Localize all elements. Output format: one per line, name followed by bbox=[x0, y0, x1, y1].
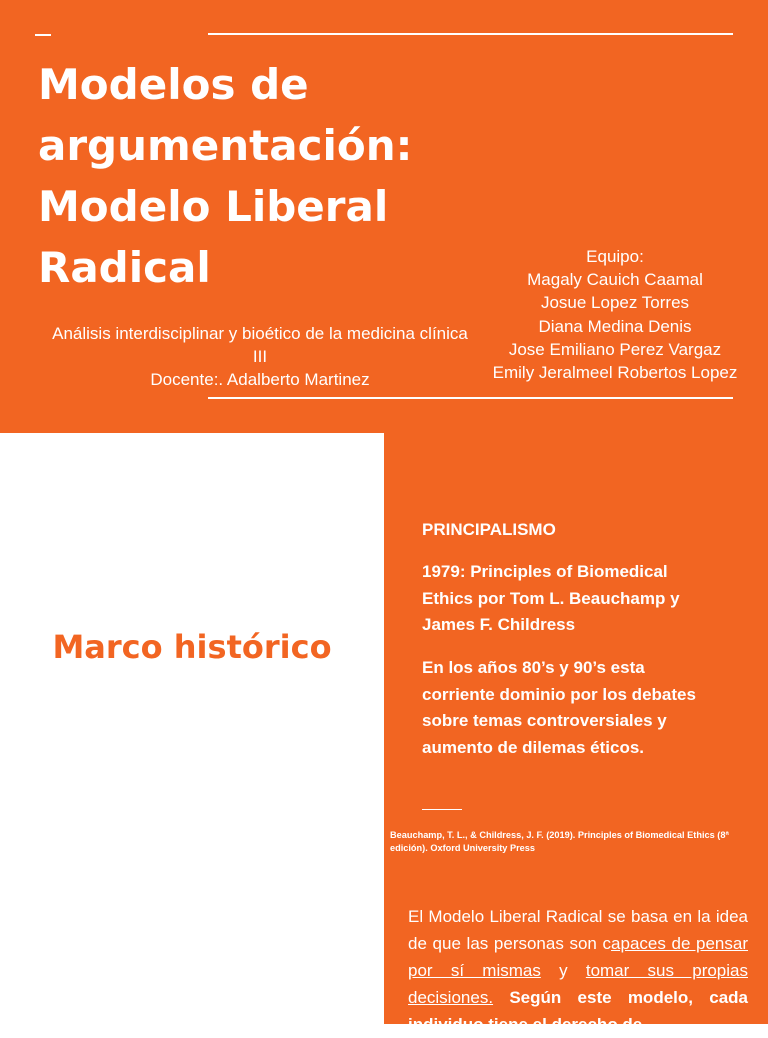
decorative-rule-short bbox=[35, 34, 51, 36]
principalismo-heading: PRINCIPALISMO bbox=[422, 520, 556, 539]
course-name: Análisis interdisciplinar y bioético de la medicina clínica III bbox=[52, 324, 468, 366]
history-1979-paragraph: 1979: Principles of Biomedical Ethics por Tom L. Beauchamp y James F. Childress bbox=[422, 562, 680, 634]
section-title: Marco histórico bbox=[52, 628, 332, 666]
team-heading: Equipo: bbox=[586, 247, 644, 266]
model-description bbox=[408, 903, 748, 1038]
citation-divider bbox=[422, 809, 462, 810]
decorative-rule-bottom bbox=[208, 397, 733, 399]
description-text: y bbox=[540, 961, 586, 980]
slide-title: Modelos de argumentación: Modelo Liberal Radical bbox=[38, 60, 413, 292]
team-member: Magaly Cauich Caamal bbox=[527, 270, 703, 290]
teacher-name: Docente:. Adalberto Martinez bbox=[150, 370, 370, 389]
team-list bbox=[470, 245, 760, 384]
description-text: Según este modelo, cada individuo tiene el derecho de bbox=[408, 988, 748, 1034]
left-panel bbox=[0, 433, 384, 1024]
title-slide bbox=[0, 0, 768, 433]
description-emphasis: apaces de pensar por sí mismas bbox=[408, 934, 749, 980]
team-member: Diana Medina Denis bbox=[538, 316, 692, 336]
decorative-rule-top bbox=[208, 33, 733, 35]
course-info bbox=[50, 322, 470, 391]
description-text: El Modelo Liberal Radical se basa en la idea de que las personas son c bbox=[408, 907, 748, 953]
team-member: Josue Lopez Torres bbox=[540, 293, 690, 313]
citation: Beauchamp, T. L., & Childress, J. F. (2019). Principles of Biomedical Ethics (8ª edición). Oxford University Press bbox=[390, 830, 729, 853]
team-member: Jose Emiliano Perez Vargaz bbox=[508, 339, 722, 359]
history-80s-paragraph: En los años 80’s y 90’s esta corriente dominio por los debates sobre temas controversiales y aumento de dilemas éticos. bbox=[422, 658, 696, 757]
team-member: Emily Jeralmeel Robertos Lopez bbox=[492, 363, 738, 383]
right-panel bbox=[384, 433, 768, 1034]
description-emphasis: tomar sus propias decisiones. bbox=[408, 961, 748, 1007]
